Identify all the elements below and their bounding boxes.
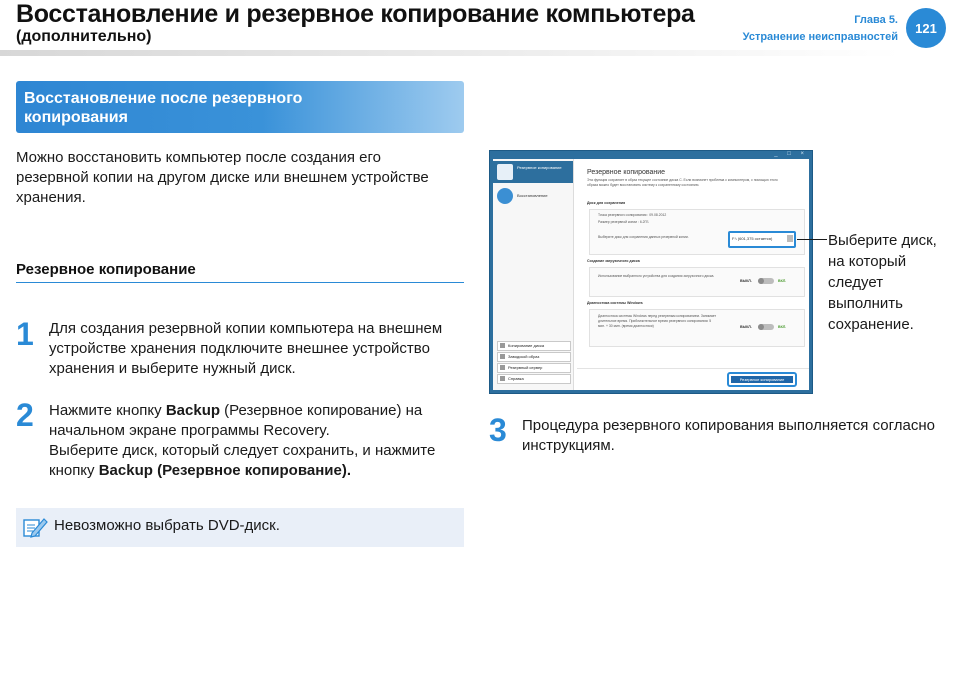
sidebar-tab-backup[interactable] [493,161,573,183]
boot-disk-label: Создание загрузочного диска [587,259,640,263]
tool-label: Заводской образ [508,354,540,359]
backup-server-icon [500,365,505,370]
diag-desc: Диагностика системы Windows перед резервным копированием. Занимает длительное время. Приблизительное время резервного копирования: 5 мин. + 30 мин. (время диагностики) [598,314,717,328]
step-number-2: 2 [16,397,34,433]
app-description: Эта функция сохраняет в образ текущее состояние диска C. Если возникнет проблема с компьютером, с помощью этого образа можно будет восстановить систему к сохраненному состоянию. [587,178,778,187]
tool-label: Резервный сервер [508,365,543,370]
toggle-on-label: ВКЛ. [778,325,787,329]
diag-toggle[interactable] [758,324,774,330]
callout-text: Выберите диск, на который следует выполнить сохранение. [828,232,937,333]
diag-box [589,309,805,347]
toggle-knob [758,278,764,284]
disk-select-dropdown[interactable] [728,231,796,248]
backup-icon [497,164,513,180]
note-pencil-icon [22,515,48,539]
chapter-info [743,12,898,46]
step-2-part: (Резервное копирование) на начальном экране программы Recovery. [49,402,423,439]
chapter-title: Устранение неисправностей [742,31,898,43]
tool-backup-server-button[interactable] [497,363,571,373]
tool-factory-image-button[interactable] [497,352,571,362]
boot-disk-desc: Использование выбранного устройства для создания загрузочного диска. [598,274,715,278]
note-box [16,508,464,547]
last-backup-text: Точка резервного копирования : 09.08.2012 [598,213,667,217]
disk-copy-icon [500,343,505,348]
toggle-off-label: ВЫКЛ. [740,325,752,329]
disk-select-value: F:\ (601,375 остается) [732,236,773,241]
sidebar-tab-restore[interactable] [493,185,573,207]
footer-divider [577,368,809,369]
sidebar-tab-label: Резервное копирование [517,165,562,170]
backup-button[interactable]: Резервное копирование [731,376,793,383]
toggle-off-label: ВЫКЛ. [740,279,752,283]
app-sidebar [493,159,574,390]
step-2-backup-button-term: Backup (Резервное копирование). [98,462,351,479]
window-titlebar [490,151,812,159]
tool-disk-copy-button[interactable] [497,341,571,351]
callout-pointer-line [797,239,827,240]
recovery-app-screenshot [489,150,813,394]
step-number-3: 3 [489,412,507,448]
page-number-badge: 121 [906,8,946,48]
step-2-part: Выберите диск, который следует сохранить, и нажмите кнопку [49,442,436,479]
chapter-number: Глава 5. [854,14,898,26]
disk-section-box [589,209,805,255]
disk-section-label: Диск для сохранения [587,201,626,205]
step-2-text [49,401,464,481]
sub-heading: Резервное копирование [16,261,196,278]
factory-image-icon [500,354,505,359]
help-icon [500,376,505,381]
step-number-1: 1 [16,316,34,352]
chevron-down-icon [787,235,793,242]
step-2-backup-term: Backup [165,402,221,419]
sidebar-tab-label: Восстановление [517,193,548,198]
page-subtitle: (дополнительно) [16,28,152,45]
step-2-part: Нажмите кнопку [49,402,166,419]
tool-help-button[interactable] [497,374,571,384]
section-title: Восстановление после резервного копирования [24,90,303,126]
section-banner [16,81,464,133]
window-controls: _ □ × [774,151,808,157]
select-disk-label: Выберите диск для сохранения данных резервной копии. [598,235,689,239]
step-1-text: Для создания резервной копии компьютера на внешнем устройстве хранения подключите внешнее устройство хранения и выберите нужный диск. [49,320,443,377]
tool-label: Копирование диска [508,343,545,348]
sub-heading-divider [16,282,464,283]
toggle-on-label: ВКЛ. [778,279,787,283]
step-3-text: Процедура резервного копирования выполняется согласно инструкциям. [522,417,935,454]
header-divider [0,50,900,56]
backup-size-text: Размер резервной копии : 6.2ГБ [598,220,649,224]
toggle-knob [758,324,764,330]
page-title: Восстановление и резервное копирование компьютера [16,0,695,28]
diag-label: Диагностика системы Windows [587,301,643,305]
tool-label: Справка [508,376,524,381]
restore-icon [497,188,513,204]
boot-disk-box [589,267,805,297]
boot-disk-toggle[interactable] [758,278,774,284]
app-main-pane [577,159,809,390]
app-client-area [493,159,809,390]
app-heading: Резервное копирование [587,169,666,176]
backup-button-highlight [727,372,797,387]
intro-paragraph: Можно восстановить компьютер после создания его резервной копии на другом диске или внешнем устройстве хранения. [16,149,429,206]
note-text: Невозможно выбрать DVD-диск. [54,517,280,534]
